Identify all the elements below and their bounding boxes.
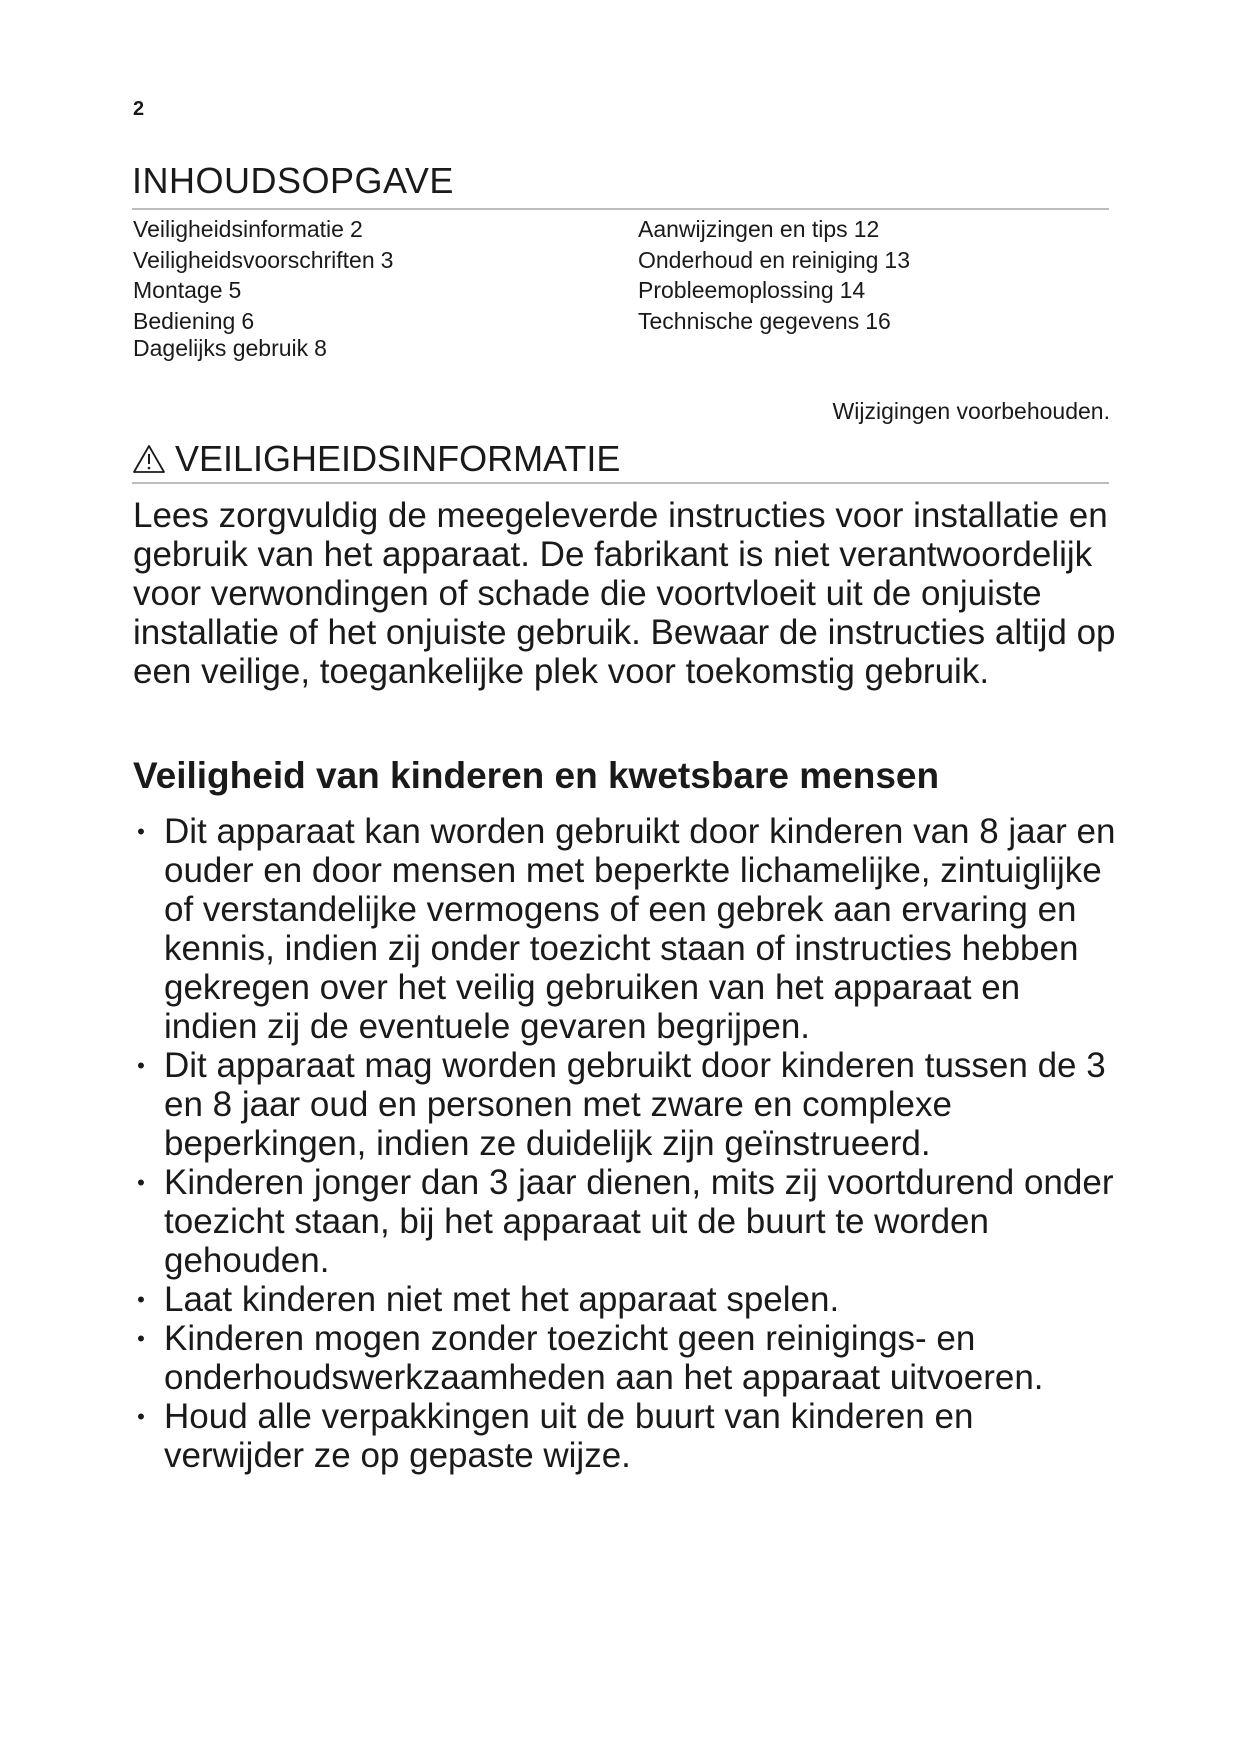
toc-entry-label: Bediening [133, 307, 236, 334]
changes-note: Wijzigingen voorbehouden. [832, 398, 1110, 424]
section-title-text: VEILIGHEIDSINFORMATIE [175, 438, 621, 479]
bullet-dot-icon: • [137, 1404, 145, 1429]
bullet-dot-icon: • [137, 1053, 145, 1078]
toc-entry-page: 16 [865, 307, 891, 334]
toc-entry-page: 13 [884, 246, 910, 273]
intro-paragraph: Lees zorgvuldig de meegeleverde instructies voor installatie en gebruik van het apparaat. De fabrikant is niet verantwoordelijk voor verwondingen of schade die voortvloeit uit de onjuiste installatie of het onjuiste gebruik. Bewaar de instructies altijd op een veilige, toegankelijke plek voor toekomstig gebruik. [133, 496, 1116, 691]
list-item-text: Dit apparaat kan worden gebruikt door kinderen van 8 jaar en ouder en door mensen met beperkte lichamelijke, zintuiglijke of verstandelijke vermogens of een gebrek aan ervaring en kennis, indien zij onder toezicht staan of instructies hebben gekregen over het veilig gebruiken van het apparaat en indien zij de eventuele gevaren begrijpen. [164, 812, 1116, 1046]
toc-entry-label: Onderhoud en reiniging [638, 246, 879, 273]
section-title [132, 438, 620, 480]
toc-entry-label: Aanwijzingen en tips [638, 216, 848, 242]
list-item [133, 1319, 1118, 1397]
toc-entry[interactable] [133, 245, 393, 276]
toc-entry-label: Probleemoplossing [638, 277, 834, 303]
section-divider [132, 482, 1109, 484]
toc-entry-page: 12 [853, 216, 880, 242]
toc-divider [132, 208, 1109, 210]
list-item [133, 1397, 1118, 1475]
toc-entry-label: Technische gegevens [638, 307, 860, 334]
toc-entry-label: Montage [133, 277, 223, 303]
bullet-dot-icon: • [137, 1326, 145, 1351]
toc-left-column [133, 214, 393, 364]
toc-entry-page: 8 [314, 335, 327, 361]
list-item [133, 1046, 1118, 1163]
list-item [133, 1163, 1118, 1280]
children-safety-list [133, 812, 1118, 1475]
list-item-text: Houd alle verpakkingen uit de buurt van kinderen en verwijder ze op gepaste wijze. [164, 1397, 974, 1475]
warning-triangle-icon [132, 444, 166, 474]
toc-title: INHOUDSOPGAVE [132, 160, 454, 201]
toc-entry-label: Veiligheidsinformatie [133, 216, 344, 242]
toc-entry-page: 5 [228, 277, 242, 303]
toc-entry-page: 14 [839, 277, 866, 303]
toc-entry[interactable] [133, 275, 393, 306]
list-item-text: Kinderen jonger dan 3 jaar dienen, mits zij voortdurend onder toezicht staan, bij het apparaat uit de buurt te worden gehouden. [164, 1163, 1114, 1280]
toc-entry[interactable] [638, 306, 910, 337]
toc-entry[interactable] [638, 275, 910, 306]
toc-entry-page: 3 [380, 246, 394, 273]
toc-entry[interactable] [133, 214, 393, 245]
list-item [133, 812, 1118, 1046]
toc-right-column [638, 214, 910, 336]
toc-entry[interactable] [133, 306, 393, 337]
bullet-dot-icon: • [137, 1287, 145, 1312]
list-item [133, 1280, 1118, 1319]
toc-entry-label: Veiligheidsvoorschriften [133, 246, 375, 273]
list-item-text: Laat kinderen niet met het apparaat spelen. [164, 1280, 840, 1319]
toc-entry-page: 2 [349, 216, 363, 242]
toc-entry[interactable] [133, 333, 393, 364]
toc-entry[interactable] [638, 245, 910, 276]
toc-entry-page: 6 [241, 307, 255, 334]
page-number: 2 [133, 98, 145, 120]
subsection-title: Veiligheid van kinderen en kwetsbare mensen [133, 755, 940, 796]
bullet-dot-icon: • [137, 1170, 145, 1195]
toc-entry[interactable] [638, 214, 910, 245]
list-item-text: Dit apparaat mag worden gebruikt door kinderen tussen de 3 en 8 jaar oud en personen met zware en complexe beperkingen, indien ze duidelijk zijn geïnstrueerd. [164, 1046, 1106, 1163]
bullet-dot-icon: • [137, 819, 145, 844]
list-item-text: Kinderen mogen zonder toezicht geen reinigings- en onderhoudswerkzaamheden aan het apparaat uitvoeren. [164, 1319, 1044, 1397]
toc-entry-label: Dagelijks gebruik [133, 335, 309, 361]
